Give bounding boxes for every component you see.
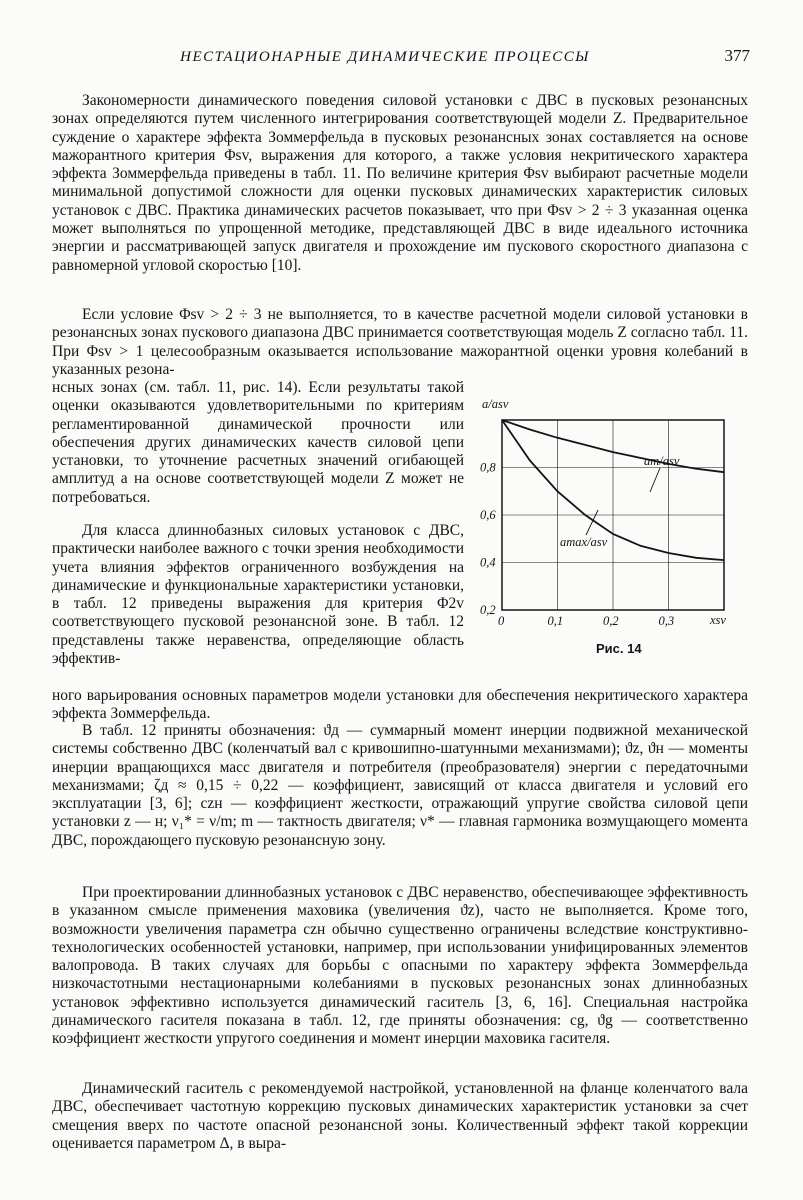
- curve-label-amax: amax/asv: [560, 535, 608, 549]
- y-axis-label: a/asv: [482, 397, 509, 411]
- running-header: [60, 44, 750, 70]
- running-title: НЕСТАЦИОНАРНЫЕ ДИНАМИЧЕСКИЕ ПРОЦЕССЫ: [180, 49, 590, 65]
- x-tick-label: 0: [498, 614, 505, 628]
- paragraph-2-full: Если условие Φsv > 2 ÷ 3 не выполняется, то в качестве расчетной модели силовой установки в резонансных зонах пускового диапазона ДВС принимается соответствующая модель Z согласно табл. 11. При Φsv > 1 целесообразным оказывается использование мажорантной оценки уровня колебаний в указанных резона-: [52, 306, 748, 378]
- x-tick-label: 0,3: [658, 614, 675, 628]
- x-tick-label: 0,2: [603, 614, 619, 628]
- paragraph-1: Закономерности динамического поведения силовой установки с ДВС в пусковых резонансных зонах определяются путем численного интегрирования соответствующей модели Z. Предварительное суждение о характере эффекта Зоммерфельда в пусковых резонансных зонах составляется на основе мажорантного критерия Φsv, выражения для которого, а также условия некритического характера эффекта Зоммерфельда приведены в табл. 11. По величине критерия Φsv выбирают расчетные модели минимальной допустимой сложности для оценки пусковых динамических характеристик силовых установок с ДВС. Практика динамических расчетов показывает, что при Φsv > 2 ÷ 3 указанная оценка может выполняться по упрощенной методике, представляющей ДВС в виде идеального источника энергии и рассматривающей запуск двигателя и прохождение им пускового скоростного диапазона с равномерной угловой скоростью [10].: [52, 92, 748, 274]
- chart-svg: [474, 392, 764, 662]
- x-axis-label: xsv: [710, 613, 726, 627]
- paragraph-5: При проектировании длиннобазных установок с ДВС неравенство, обеспечивающее эффективность в указанном смысле применения маховика (увеличения ϑz), часто не выполняется. Кроме того, возможности увеличения параметра czн обычно существенно ограничены вследствие конструктивно-технологических особенностей установки, например, при использовании унифицированных элементов валопровода. В таких случаях для борьбы с опасными по характеру эффекта Зоммерфельда низкочастотными нестационарными колебаниями в пусковых резонансных зонах длиннобазных установок эффективно используется динамический гаситель [3, 6, 16]. Специальная настройка динамического гасителя показана в табл. 12, где приняты обозначения: cg, ϑg — соответственно коэффициент жесткости упругого соединения и момент инерции маховика гасителя.: [52, 884, 748, 1048]
- leader-line-am: [650, 468, 660, 492]
- paragraph-6: Динамический гаситель с рекомендуемой настройкой, установленной на фланце коленчатого вала ДВС, обеспечивает частотную коррекцию пусковых динамических характеристик установки за счет смещения вверх по частоте опасной резонансной зоны. Количественный эффект такой коррекции оценивается параметром Δ, в выра-: [52, 1080, 748, 1152]
- paragraph-3-narrow: Для класса длиннобазных силовых установок с ДВС, практически наиболее важного с точки зрения необходимости учета влияния эффектов ограниченного возбуждения на динамические и функциональные характеристики установки, в табл. 12 приведены выражения для критерия Φ2v соответствующего пусковой резонансной зоне. В табл. 12 представлены также неравенства, определяющие область эффектив-: [52, 522, 464, 668]
- paragraph-3-full: ного варьирования основных параметров модели установки для обеспечения некритического характера эффекта Зоммерфельда.: [52, 687, 748, 723]
- curve-label-am: am/asv: [644, 454, 680, 468]
- y-tick-label: 0,6: [480, 508, 496, 522]
- x-tick-label: 0,1: [547, 614, 564, 628]
- figure-14: [474, 392, 764, 662]
- paragraph-4: В табл. 12 приняты обозначения: ϑд — суммарный момент инерции подвижной механической системы собственно ДВС (коленчатый вал с кривошипно-шатунными механизмами); ϑz, ϑн — моменты инерции вращающихся масс двигателя и потребителя (преобразователя) энергии с передаточными механизмами; ζд ≈ 0,15 ÷ 0,22 — коэффициент, зависящий от класса двигателя и условий его эксплуатации [3, 6]; czн — коэффициент жесткости, отражающий упругие свойства силовой цепи установки z — н; ν₁* = ν/m; m — тактность двигателя; ν* — главная гармоника возмущающего момента ДВС, порождающего пусковую резонансную зону.: [52, 722, 748, 849]
- paragraph-2-narrow: нсных зонах (см. табл. 11, рис. 14). Если результаты такой оценки оказываются удовлетворительными по критериям регламентированной динамической прочности или обеспечения других динамических качеств силовой цепи установки, то уточнение расчетных значений огибающей амплитуд a на основе соответствующей модели Z может не потребоваться.: [52, 379, 464, 506]
- page-number: 377: [724, 46, 750, 65]
- y-tick-label: 0,8: [480, 460, 496, 475]
- figure-caption: Рис. 14: [596, 641, 642, 656]
- y-tick-label: 0,2: [480, 603, 496, 617]
- y-tick-label: 0,4: [480, 555, 496, 570]
